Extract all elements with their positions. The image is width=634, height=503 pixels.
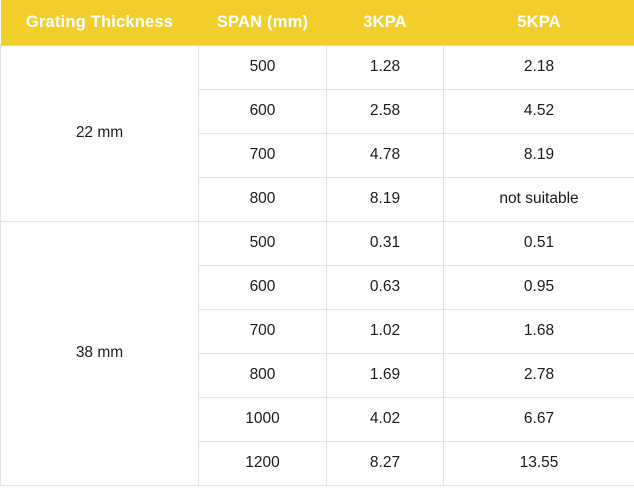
cell-5kpa: not suitable: [444, 177, 634, 221]
column-header-span: SPAN (mm): [199, 0, 327, 45]
column-header-grating-thickness: Grating Thickness: [1, 0, 199, 45]
cell-span: 800: [199, 177, 327, 221]
cell-3kpa: 8.27: [327, 441, 444, 485]
cell-5kpa: 0.95: [444, 265, 634, 309]
table-row: [1, 221, 634, 265]
cell-5kpa: 2.78: [444, 353, 634, 397]
cell-span: 600: [199, 89, 327, 133]
cell-5kpa: 4.52: [444, 89, 634, 133]
cell-span: 600: [199, 265, 327, 309]
cell-3kpa: 1.28: [327, 45, 444, 89]
cell-3kpa: 0.63: [327, 265, 444, 309]
table-header: [1, 0, 634, 45]
cell-3kpa: 1.69: [327, 353, 444, 397]
column-header-5kpa: 5KPA: [444, 0, 634, 45]
cell-5kpa: 2.18: [444, 45, 634, 89]
table-body: [1, 45, 634, 485]
cell-span: 700: [199, 309, 327, 353]
header-row: [1, 0, 634, 45]
column-header-3kpa: 3KPA: [327, 0, 444, 45]
cell-span: 500: [199, 45, 327, 89]
cell-3kpa: 8.19: [327, 177, 444, 221]
cell-span: 800: [199, 353, 327, 397]
thickness-group-label: 22 mm: [1, 45, 199, 221]
cell-3kpa: 1.02: [327, 309, 444, 353]
cell-5kpa: 13.55: [444, 441, 634, 485]
cell-span: 1000: [199, 397, 327, 441]
cell-3kpa: 4.78: [327, 133, 444, 177]
table-row: [1, 45, 634, 89]
cell-3kpa: 0.31: [327, 221, 444, 265]
cell-3kpa: 4.02: [327, 397, 444, 441]
thickness-group-label: 38 mm: [1, 221, 199, 485]
cell-5kpa: 0.51: [444, 221, 634, 265]
cell-span: 700: [199, 133, 327, 177]
cell-3kpa: 2.58: [327, 89, 444, 133]
cell-span: 1200: [199, 441, 327, 485]
cell-5kpa: 6.67: [444, 397, 634, 441]
cell-5kpa: 8.19: [444, 133, 634, 177]
cell-span: 500: [199, 221, 327, 265]
cell-5kpa: 1.68: [444, 309, 634, 353]
